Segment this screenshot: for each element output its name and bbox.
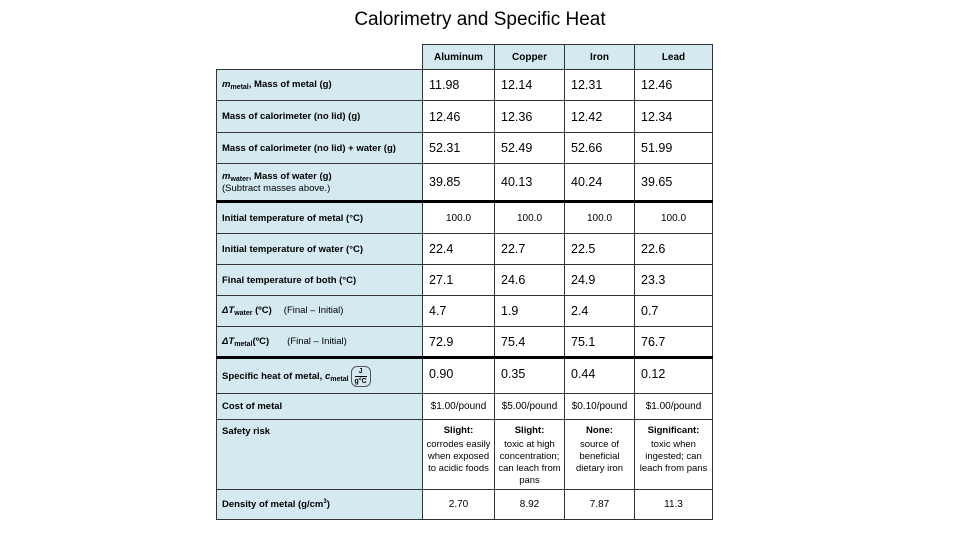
value-cell: 1.9 <box>495 296 565 327</box>
label-cost: Cost of metal <box>217 394 423 420</box>
value-cell: 23.3 <box>635 265 713 296</box>
value-cell: 12.46 <box>635 70 713 101</box>
header-corner <box>217 45 423 70</box>
label-delta-t-water: $\Delta T_{water}$ (ºC) (Final – Initial) <box>217 296 423 327</box>
value-cell: 12.46 <box>423 101 495 133</box>
row-init-temp-metal <box>217 202 713 234</box>
label-safety: Safety risk <box>217 420 423 490</box>
row-delta-t-water <box>217 296 713 327</box>
value-cell: 12.31 <box>565 70 635 101</box>
row-final-temp <box>217 265 713 296</box>
row-mass-metal <box>217 70 713 101</box>
value-cell: 24.6 <box>495 265 565 296</box>
value-cell: 52.31 <box>423 133 495 164</box>
label-mass-water: $m_{water}$, Mass of water (g) (Subtract masses above.) <box>217 164 423 202</box>
row-init-temp-water <box>217 234 713 265</box>
value-cell: 100.0 <box>565 202 635 234</box>
value-cell: 11.3 <box>635 490 713 520</box>
value-cell: 12.34 <box>635 101 713 133</box>
value-cell: $0.10/pound <box>565 394 635 420</box>
value-cell: 22.5 <box>565 234 635 265</box>
value-cell: 100.0 <box>495 202 565 234</box>
header-aluminum: Aluminum <box>423 45 495 70</box>
value-cell: 12.36 <box>495 101 565 133</box>
page-title: Calorimetry and Specific Heat <box>354 9 606 30</box>
value-cell: 0.35 <box>495 358 565 394</box>
label-init-temp-water: Initial temperature of water (°C) <box>217 234 423 265</box>
label-delta-t-metal: $\Delta T_{metal}(ºC)$ (Final – Initial) <box>217 327 423 358</box>
value-cell: 0.44 <box>565 358 635 394</box>
label-mass-calorimeter-water: Mass of calorimeter (no lid) + water (g) <box>217 133 423 164</box>
safety-cell: Slight: corrodes easily when exposed to acidic foods <box>423 420 495 490</box>
value-cell: 52.66 <box>565 133 635 164</box>
value-cell: $1.00/pound <box>635 394 713 420</box>
value-cell: 76.7 <box>635 327 713 358</box>
value-cell: 22.4 <box>423 234 495 265</box>
value-cell: 12.14 <box>495 70 565 101</box>
value-cell: 100.0 <box>635 202 713 234</box>
value-cell: $5.00/pound <box>495 394 565 420</box>
value-cell: $1.00/pound <box>423 394 495 420</box>
row-mass-calorimeter <box>217 101 713 133</box>
value-cell: 24.9 <box>565 265 635 296</box>
value-cell: 27.1 <box>423 265 495 296</box>
value-cell: 2.70 <box>423 490 495 520</box>
safety-cell: Significant: toxic when ingested; can leach from pans <box>635 420 713 490</box>
value-cell: 2.4 <box>565 296 635 327</box>
row-delta-t-metal <box>217 327 713 358</box>
value-cell: 4.7 <box>423 296 495 327</box>
header-copper: Copper <box>495 45 565 70</box>
value-cell: 11.98 <box>423 70 495 101</box>
row-cost <box>217 394 713 420</box>
value-cell: 100.0 <box>423 202 495 234</box>
label-specific-heat: Specific heat of metal, $c_{metal}$ $\frac{J}{g^\circ C}$ <box>217 358 423 394</box>
row-mass-calorimeter-water <box>217 133 713 164</box>
row-density <box>217 490 713 520</box>
label-mass-calorimeter: Mass of calorimeter (no lid) (g) <box>217 101 423 133</box>
value-cell: 0.12 <box>635 358 713 394</box>
header-iron: Iron <box>565 45 635 70</box>
value-cell: 39.65 <box>635 164 713 202</box>
value-cell: 75.1 <box>565 327 635 358</box>
value-cell: 40.13 <box>495 164 565 202</box>
label-density: Density of metal $(g/cm^3)$ <box>217 490 423 520</box>
value-cell: 52.49 <box>495 133 565 164</box>
value-cell: 12.42 <box>565 101 635 133</box>
value-cell: 22.7 <box>495 234 565 265</box>
unit-fraction: $\frac{J}{g^\circ C}$ <box>351 366 371 387</box>
value-cell: 7.87 <box>565 490 635 520</box>
value-cell: 22.6 <box>635 234 713 265</box>
safety-cell: None: source of beneficial dietary iron <box>565 420 635 490</box>
header-row <box>217 45 713 70</box>
calorimetry-table <box>216 44 713 520</box>
value-cell: 40.24 <box>565 164 635 202</box>
value-cell: 0.90 <box>423 358 495 394</box>
value-cell: 51.99 <box>635 133 713 164</box>
value-cell: 72.9 <box>423 327 495 358</box>
row-specific-heat <box>217 358 713 394</box>
value-cell: 0.7 <box>635 296 713 327</box>
value-cell: 75.4 <box>495 327 565 358</box>
label-init-temp-metal: Initial temperature of metal (°C) <box>217 202 423 234</box>
value-cell: 39.85 <box>423 164 495 202</box>
label-final-temp: Final temperature of both (°C) <box>217 265 423 296</box>
row-safety <box>217 420 713 490</box>
row-mass-water <box>217 164 713 202</box>
label-mass-metal: $m_{metal}$, Mass of metal (g) <box>217 70 423 101</box>
header-lead: Lead <box>635 45 713 70</box>
value-cell: 8.92 <box>495 490 565 520</box>
safety-cell: Slight: toxic at high concentration; can leach from pans <box>495 420 565 490</box>
